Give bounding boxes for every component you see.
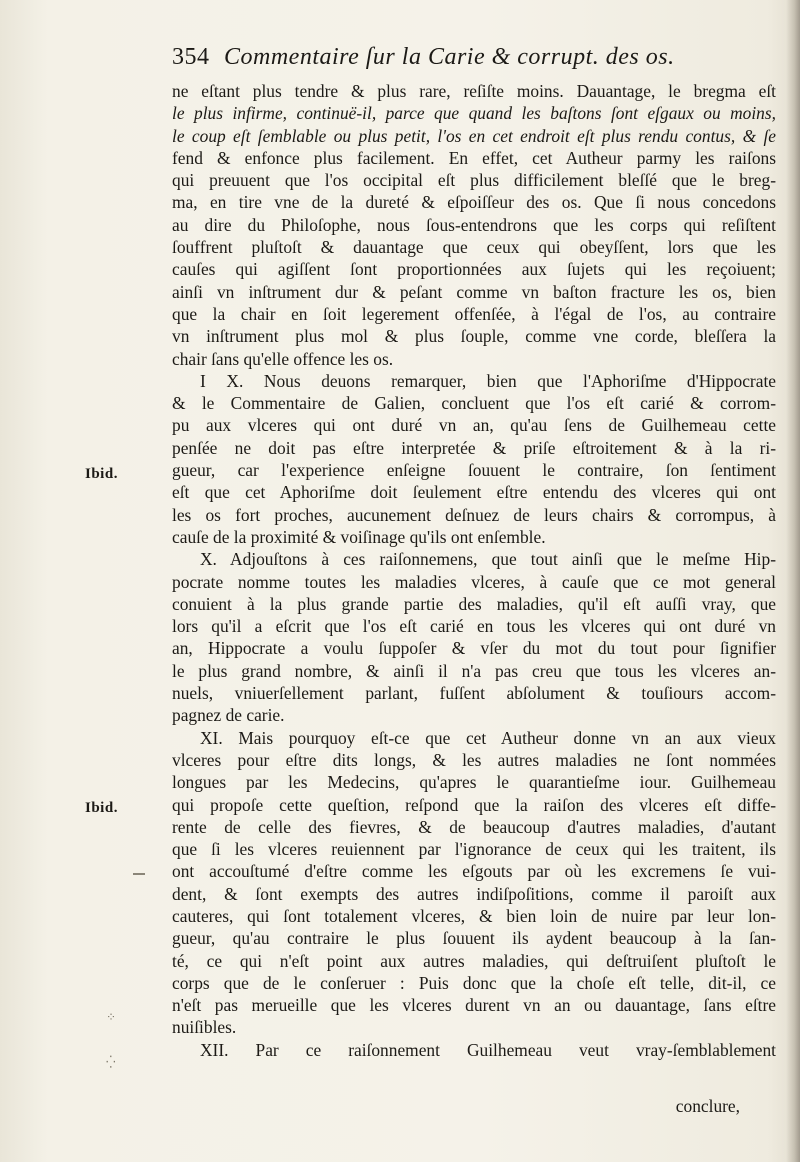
text-line: cauteres, qui ſont totalement vlceres, & bien loin de nuire par leur lon- [172,905,776,926]
text-line: que la chair en ſoit legerement offenſée, à l'égal de l'os, au contraire [172,303,776,324]
text-line: nuels, vniuerſellement parlant, fuſſent abſolument & touſiours accom- [172,683,776,704]
body-text [172,80,776,1061]
text-line: le plus grand nombre, & ainſi il n'a pas creu que tous les vlceres an- [172,660,776,681]
text-line: cauſes qui agiſſent ſont proportionnées aux ſujets qui les reçoiuent; [172,259,776,280]
text-line: eſt que cet Aphoriſme doit ſeulement eſtre entendu des vlceres qui ont [172,482,776,503]
text-line: cauſe de la proximité & voiſinage qu'ils ont enſemble. [172,526,546,547]
text-line: chair ſans qu'elle offence les os. [172,348,394,369]
margin-note-ibid: Ibid. [85,800,118,816]
margin-specks: ⁛ [106,1055,116,1069]
text-line: dent, & ſont exempts des autres indiſpoſitions, comme il paroiſt aux [172,883,776,904]
text-line: XI. Mais pourquoy eſt-ce que cet Autheur donne vn an aux vieux [200,727,776,748]
text-line: au dire du Philoſophe, nous ſous-entendrons que les corps qui reſiſtent [172,214,776,235]
page-number: 354 [172,44,210,70]
margin-specks: ⁘ [106,1010,117,1024]
text-line: XII. Par ce raiſonnement Guilhemeau veut vray-ſemblablement [200,1039,776,1060]
running-title: Commentaire ſur la Carie & corrupt. des os. [224,44,675,70]
text-line: pagnez de carie. [172,705,285,726]
text-line: ont accouſtumé d'eſtre comme les eſgouts par où les excremens ſe vui- [172,861,776,882]
text-line: lors qu'il a eſcrit que l'os eſt carié en tous les vlceres qui ont duré vn [172,616,776,637]
text-line: & le Commentaire de Galien, concluent que l'os eſt carié & corrom- [172,393,776,414]
text-line: penſée ne doit pas eſtre interpretée & priſe eſtroitement & à la ri- [172,437,776,458]
text-line: ne eſtant plus tendre & plus rare, reſiſte moins. Dauantage, le bregma eſt [172,81,776,101]
text-line: le plus infirme, continuë-il, parce que quand les baſtons ſont eſgaux ou moins, [172,103,776,124]
margin-dash [133,873,145,875]
text-line: an, Hippocrate a voulu ſuppoſer & vſer du mot du tout pour ſignifier [172,638,776,659]
text-line: qui propoſe cette queſtion, reſpond que la raiſon des vlceres eſt diffe- [172,794,776,815]
text-line: pocrate nomme toutes les maladies vlceres, à cauſe que ce mot general [172,571,776,592]
text-line: rente de celle des fievres, & de beaucoup d'autres maladies, d'autant [172,816,776,837]
text-line: n'eſt pas merueille que les vlceres durent vn an ou dauantage, ſans eſtre [172,995,776,1016]
text-line: les os fort proches, aucunement deſnuez de leurs chairs & corrompus, à [172,504,776,525]
text-line: ma, en tire vne de la dureté & eſpoiſſeur des os. Que ſi nous concedons [172,192,776,213]
text-line: gueur, car l'experience enſeigne ſouuent le contraire, ſon ſentiment [172,460,776,481]
text-line: pu aux vlceres qui ont duré vn an, qu'au ſens de Guilhemeau cette [172,415,776,436]
text-line: que ſi les vlceres reuiennent par l'ignorance de ceux qui les traitent, ils [172,839,776,860]
text-line: I X. Nous deuons remarquer, bien que l'Aphoriſme d'Hippocrate [200,370,776,391]
page-gutter-shadow [786,0,800,1162]
text-line: conuient à la plus grande partie des maladies, qu'il eſt auſſi vray, que [172,593,776,614]
text-line: X. Adjouſtons à ces raiſonnemens, que tout ainſi que le meſme Hip- [200,549,776,570]
text-line: ſouffrent pluſtoſt & dauantage que ceux qui obeyſſent, lors que les [172,237,776,258]
text-line: té, ce qui n'eſt point aux autres maladies, qui deſtruiſent pluſtoſt le [172,950,776,971]
text-line: le coup eſt ſemblable ou plus petit, l'os en cet endroit eſt plus rendu contus, & ſe [172,125,776,146]
text-line: qui preuuent que l'os occipital eſt plus difficilement bleſſé que le breg- [172,170,776,191]
catchword: conclure, [675,1096,740,1116]
text-line: vlceres pour eſtre dits longs, & les autres maladies ne ſont nommées [172,749,776,770]
running-header [172,44,782,78]
text-line: longues par les Medecins, qu'apres le quarantieſme iour. Guilhemeau [172,772,776,793]
text-line: gueur, qu'au contraire le plus ſouuent ils aydent beaucoup à la ſan- [172,928,776,949]
text-line: nuiſibles. [172,1017,237,1038]
text-line: fend & enfonce plus facilement. En effet, cet Autheur parmy les raiſons [172,147,776,168]
text-line: vn inſtrument plus mol & plus ſouple, comme vne corde, bleſſera la [172,326,776,347]
text-line: corps que de le conſeruer : Puis donc que la choſe eſt telle, dit-il, ce [172,972,776,993]
text-line: ainſi vn inſtrument dur & peſant comme vn baſton fracture les os, bien [172,281,776,302]
margin-note-ibid: Ibid. [85,466,118,482]
